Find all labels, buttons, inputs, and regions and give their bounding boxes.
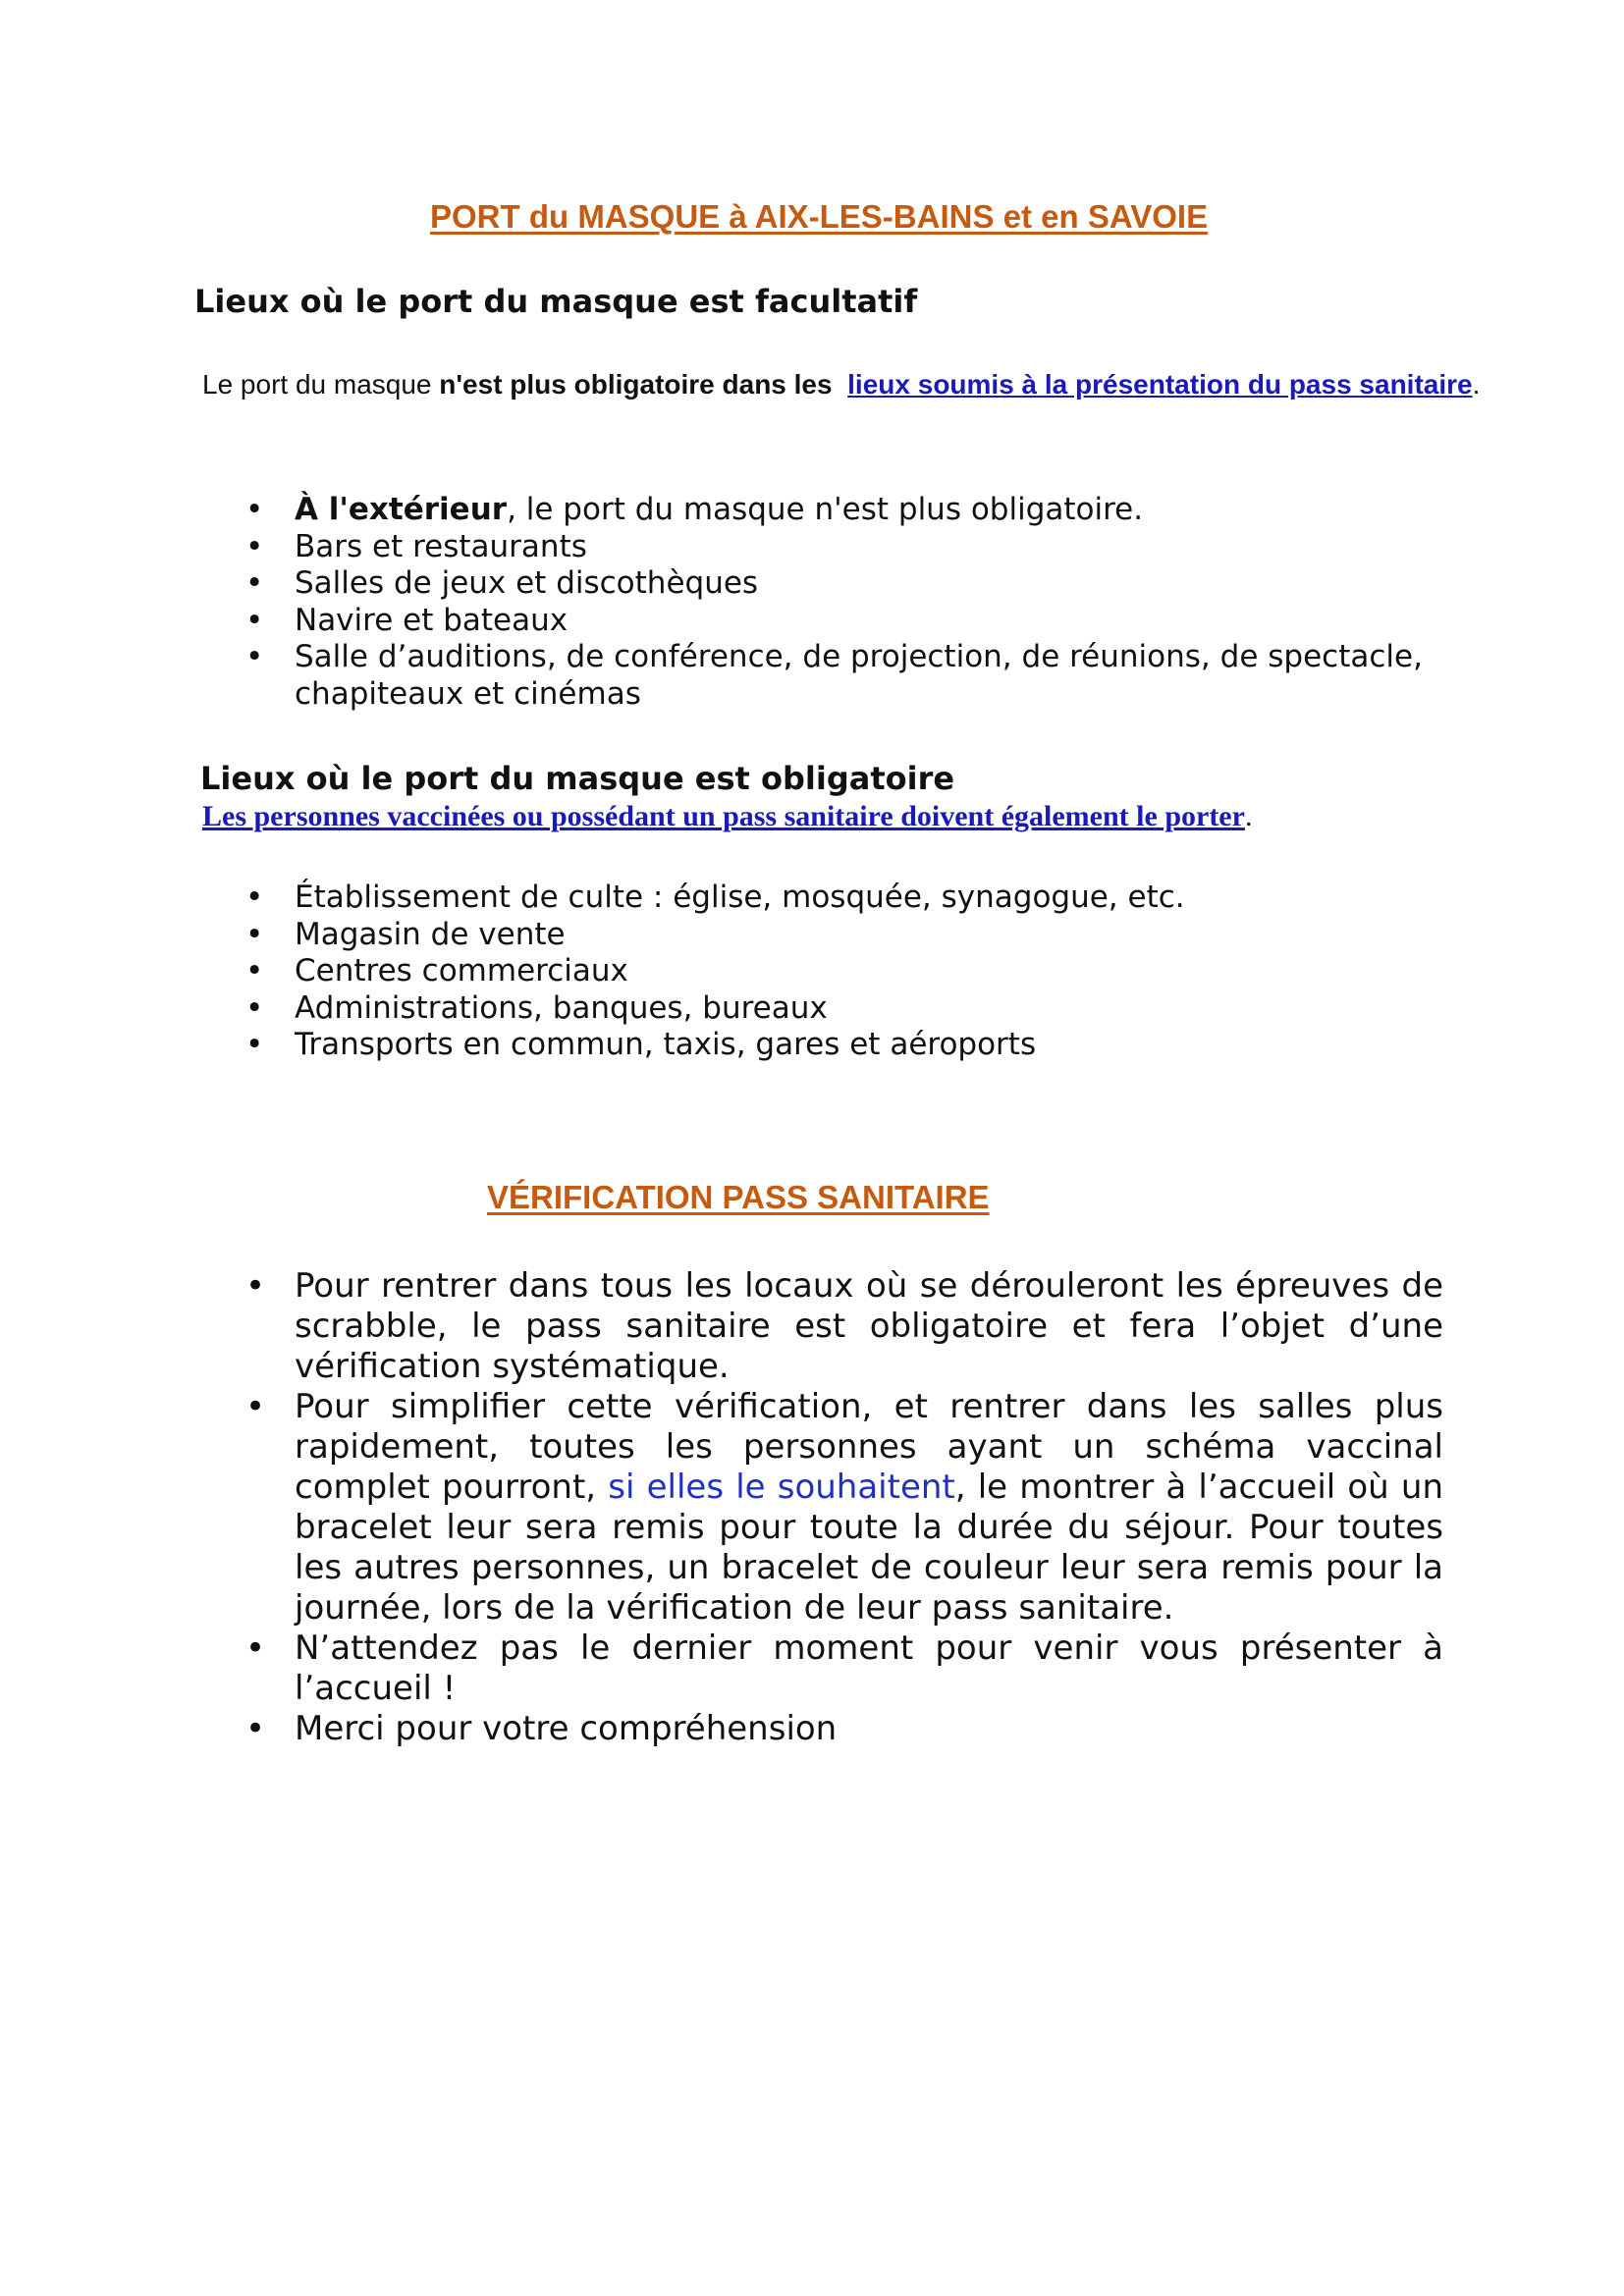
bullet-icon: •: [245, 916, 264, 952]
list-item-text: Merci pour votre compréhension: [295, 1709, 838, 1748]
list-item-text: Magasin de vente: [295, 916, 566, 952]
section-optional-intro: [202, 365, 1518, 404]
bullet-icon: •: [245, 1709, 266, 1748]
list-item: [245, 565, 1453, 603]
list-item: [245, 602, 1453, 640]
list-item: [245, 1709, 1443, 1749]
list-item-text: , le montrer à l’accueil où un bracelet leur sera remis pour toute la durée du séjour. Pour toutes les autres personnes, un bracelet de couleur leur sera remis pour la journée, lors de la vérification de leur pass sanitaire.: [295, 1468, 1443, 1628]
bullet-icon: •: [245, 639, 264, 674]
verification-title: VÉRIFICATION PASS SANITAIRE: [487, 1179, 990, 1215]
list-item: [245, 1027, 1453, 1064]
list-item-text: Établissement de culte : église, mosquée, synagogue, etc.: [295, 880, 1185, 915]
optional-places-list: [245, 492, 1453, 713]
list-item: [245, 989, 1453, 1028]
bullet-icon: •: [245, 1629, 266, 1668]
list-item-text: N’attendez pas le dernier moment pour venir vous présenter à l’accueil !: [295, 1629, 1443, 1708]
list-item-text: Navire et bateaux: [295, 602, 568, 638]
list-item: [245, 528, 1453, 566]
mandatory-note: [202, 800, 1252, 833]
list-item: [245, 1266, 1443, 1387]
list-item-text: Salles de jeux et discothèques: [295, 565, 759, 601]
list-item-text: Bars et restaurants: [295, 528, 587, 564]
list-item: [245, 492, 1453, 529]
exterior-bold: À l'extérieur: [295, 492, 508, 527]
bullet-icon: •: [245, 953, 264, 988]
mandatory-places-list: [245, 880, 1453, 1064]
exterior-rest: , le port du masque n'est plus obligatoire.: [507, 492, 1144, 527]
vaccinated-note-link[interactable]: Les personnes vaccinées ou possédant un pass sanitaire doivent également le porter: [202, 800, 1245, 832]
bullet-icon: •: [245, 1027, 264, 1062]
list-item-text: Transports en commun, taxis, gares et aéroports: [295, 1027, 1037, 1062]
list-item: [245, 953, 1453, 990]
verification-list: [245, 1266, 1443, 1749]
list-item: [245, 916, 1453, 954]
section-mandatory-heading: Lieux où le port du masque est obligatoire: [200, 760, 955, 797]
list-item: [245, 1387, 1443, 1629]
section-optional-heading: Lieux où le port du masque est facultatif: [194, 283, 918, 320]
intro-bold: n'est plus obligatoire dans les: [439, 369, 833, 400]
list-item-text: Pour rentrer dans tous les locaux où se dérouleront les épreuves de scrabble, le pass sanitaire est obligatoire et fera l’objet d’une vérification systématique.: [295, 1266, 1443, 1386]
list-item-text: Administrations, banques, bureaux: [295, 989, 828, 1026]
list-item-text: Salle d’auditions, de conférence, de projection, de réunions, de spectacle, chapiteaux et cinémas: [295, 639, 1423, 712]
bullet-icon: •: [245, 880, 264, 915]
bullet-icon: •: [245, 565, 264, 601]
list-item-text: Pour simplifier cette vérification, et rentrer dans les salles plus rapidement, toutes les personnes ayant un schéma vaccinal complet pourront,: [295, 1387, 1443, 1507]
bullet-icon: •: [245, 1387, 266, 1426]
intro-suffix: .: [1472, 369, 1481, 400]
bullet-icon: •: [245, 989, 264, 1026]
bullet-icon: •: [245, 528, 264, 564]
bullet-icon: •: [245, 492, 264, 527]
list-item-text: Centres commerciaux: [295, 953, 628, 988]
list-item: [245, 1629, 1443, 1709]
wish-highlight: si elles le souhaitent: [608, 1468, 955, 1507]
note-suffix: .: [1244, 800, 1253, 832]
pass-sanitaire-link[interactable]: lieux soumis à la présentation du pass sanitaire: [847, 369, 1473, 400]
list-item: [245, 880, 1453, 917]
page-title: PORT du MASQUE à AIX-LES-BAINS et en SAVOIE: [430, 198, 1209, 235]
bullet-icon: •: [245, 602, 264, 638]
intro-prefix: Le port du masque: [202, 369, 440, 400]
list-item: [245, 639, 1453, 713]
bullet-icon: •: [245, 1266, 266, 1306]
